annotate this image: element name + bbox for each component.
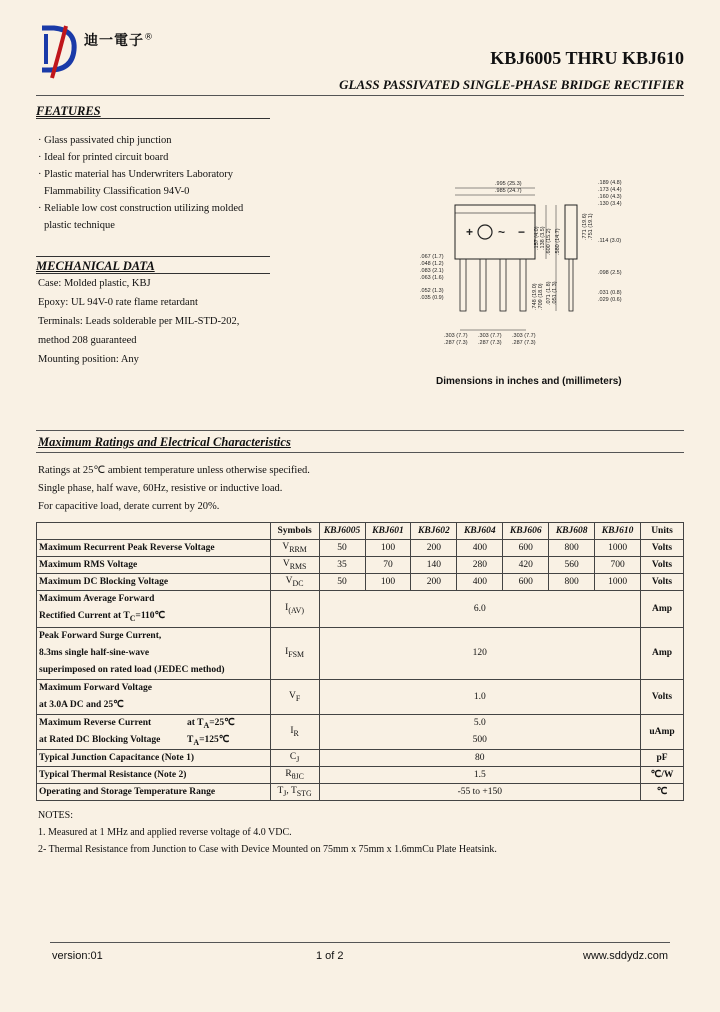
table-row: [37, 627, 684, 679]
table-cell: 600: [503, 540, 549, 557]
table-cell: Operating and Storage Temperature Range: [37, 783, 271, 800]
table-cell: Volts: [641, 557, 684, 574]
header-cell: KBJ604: [457, 523, 503, 540]
table-cell: 100: [365, 540, 411, 557]
mechanical-heading: MECHANICAL DATA: [36, 259, 155, 273]
mechanical-list: [38, 274, 278, 369]
table-cell: Maximum Reverse Current: [39, 717, 152, 728]
dim-label: .303 (7.7): [512, 333, 536, 339]
footer-page-number: 1 of 2: [316, 950, 344, 962]
header-cell: [37, 523, 271, 540]
table-cell: 1000: [595, 540, 641, 557]
ratings-table: [36, 522, 684, 801]
table-cell: Maximum RMS Voltage: [37, 557, 271, 574]
ratings-bottom-rule: [36, 452, 684, 453]
table-cell: 100: [365, 574, 411, 591]
table-cell: =25℃: [209, 717, 235, 728]
dim-label: .580 (14.7): [555, 228, 561, 255]
feature-item: · Plastic material has Underwriters Laboratory: [38, 169, 234, 180]
table-cell: 1.5: [319, 766, 640, 783]
svg-text:~: ~: [498, 225, 506, 239]
table-row: [37, 574, 684, 591]
table-cell: 80: [319, 749, 640, 766]
dim-label: .751 (19.1): [588, 213, 594, 240]
dim-label: .051 (1.3): [552, 281, 558, 305]
table-cell: Volts: [641, 679, 684, 714]
table-cell: C: [129, 613, 136, 623]
table-cell: 420: [503, 557, 549, 574]
table-cell: 50: [319, 540, 365, 557]
dim-label: .709 (18.0): [538, 283, 544, 310]
table-cell: V: [282, 542, 290, 553]
table-header-row: [37, 523, 684, 540]
rating-note: Ratings at 25℃ ambient temperature unless otherwise specified.: [38, 465, 310, 476]
table-cell: , T: [286, 785, 297, 796]
table-cell: T: [277, 785, 284, 796]
header-cell: Symbols: [270, 523, 319, 540]
table-cell: A: [203, 720, 210, 730]
notes-section: [38, 807, 497, 858]
table-cell: 800: [549, 574, 595, 591]
dim-label: .748 (19.0): [532, 283, 538, 310]
table-cell: Volts: [641, 540, 684, 557]
table-cell: Peak Forward Surge Current,: [39, 630, 162, 641]
table-cell: Maximum Recurrent Peak Reverse Voltage: [37, 540, 271, 557]
feature-item: · Ideal for printed circuit board: [38, 152, 169, 163]
ratings-notes: [38, 462, 310, 516]
feature-item: · Reliable low cost construction utilizing molded: [38, 203, 244, 214]
table-cell: =110℃: [135, 611, 166, 621]
dim-label: .160 (4.3): [598, 194, 622, 200]
features-heading: FEATURES: [36, 104, 101, 118]
table-cell: 200: [411, 574, 457, 591]
table-cell: 800: [549, 540, 595, 557]
diagram-caption: Dimensions in inches and (millimeters): [436, 376, 622, 387]
header-cell: KBJ606: [503, 523, 549, 540]
table-cell: 70: [365, 557, 411, 574]
dim-label: .303 (7.7): [478, 333, 502, 339]
table-cell: ℃/W: [641, 766, 684, 783]
feature-item: · Glass passivated chip junction: [38, 135, 172, 146]
mechanical-line: method 208 guaranteed: [38, 335, 137, 346]
mechanical-heading-box: [36, 256, 270, 274]
dim-label: .771 (19.6): [582, 213, 588, 240]
table-cell: F: [295, 693, 301, 703]
note-item: 1. Measured at 1 MHz and applied reverse voltage of 4.0 VDC.: [38, 827, 292, 838]
table-row: [37, 714, 684, 749]
table-cell: (AV): [288, 605, 305, 615]
table-row: [37, 540, 684, 557]
table-cell: STG: [296, 788, 312, 798]
rating-note: For capacitive load, derate current by 20%.: [38, 501, 220, 512]
table-cell: RMS: [289, 561, 307, 571]
table-cell: V: [285, 576, 293, 587]
table-cell: 5.0: [473, 717, 486, 728]
mechanical-line: Epoxy: UL 94V-0 rate flame retardant: [38, 297, 198, 308]
table-cell: I: [285, 647, 289, 658]
header-cell: KBJ610: [595, 523, 641, 540]
dim-label: .985 (24.7): [495, 188, 522, 194]
dim-label: .063 (1.6): [420, 275, 444, 281]
dim-label: .287 (7.3): [478, 340, 502, 346]
svg-text:−: −: [518, 225, 526, 239]
table-row: [37, 591, 684, 628]
header-cell: Units: [641, 523, 684, 540]
dim-label: .029 (0.6): [598, 297, 622, 303]
dim-label: .157 (4.0): [534, 226, 540, 250]
dim-label: .189 (4.8): [598, 180, 622, 186]
table-cell: 500: [472, 734, 487, 745]
dim-label: .138 (3.5): [540, 226, 546, 250]
dim-label: .035 (0.9): [420, 295, 444, 301]
table-cell: at T: [187, 717, 204, 728]
footer-divider: [50, 942, 670, 943]
footer-url[interactable]: www.sddydz.com: [583, 950, 668, 962]
table-row: [37, 783, 684, 800]
table-cell: 280: [457, 557, 503, 574]
table-cell: 6.0: [319, 591, 640, 628]
header-divider: [36, 95, 684, 96]
table-cell: θJC: [291, 771, 304, 781]
dim-label: .600 (15.2): [546, 228, 552, 255]
table-cell: J: [296, 754, 300, 764]
dim-label: .083 (2.1): [420, 268, 444, 274]
footer-version: version:01: [52, 950, 103, 962]
mechanical-line: Case: Molded plastic, KBJ: [38, 278, 151, 289]
table-cell: V: [288, 690, 296, 701]
table-cell: FSM: [288, 650, 305, 660]
features-list: [38, 132, 278, 234]
table-cell: =125℃: [199, 734, 230, 745]
dim-label: .067 (1.7): [420, 254, 444, 260]
table-cell: 140: [411, 557, 457, 574]
svg-text:+: +: [466, 225, 474, 239]
dim-label: .287 (7.3): [512, 340, 536, 346]
dim-label: .048 (1.2): [420, 261, 444, 267]
table-cell: 400: [457, 574, 503, 591]
table-cell: superimposed on rated load (JEDEC method): [39, 664, 225, 675]
company-logo-icon: [32, 20, 92, 82]
mechanical-line: Terminals: Leads solderable per MIL-STD-202,: [38, 316, 240, 327]
table-cell: DC: [292, 578, 304, 588]
table-cell: Maximum Average Forward: [39, 594, 155, 604]
table-cell: 1.0: [319, 679, 640, 714]
dim-label: .995 (25.3): [495, 181, 522, 187]
feature-item: Flammability Classification 94V-0: [44, 186, 190, 197]
dim-label: .287 (7.3): [444, 340, 468, 346]
table-cell: R: [285, 768, 292, 779]
table-cell: -55 to +150: [319, 783, 640, 800]
table-cell: Typical Thermal Resistance (Note 2): [37, 766, 271, 783]
header-cell: KBJ608: [549, 523, 595, 540]
table-cell: pF: [641, 749, 684, 766]
table-cell: 560: [549, 557, 595, 574]
ratings-top-rule: [36, 430, 684, 431]
table-cell: V: [282, 559, 290, 570]
table-cell: Typical Junction Capacitance (Note 1): [37, 749, 271, 766]
table-cell: T: [187, 734, 194, 745]
table-cell: 400: [457, 540, 503, 557]
table-cell: 迪一電子: [84, 33, 144, 49]
dim-label: .130 (3.4): [598, 201, 622, 207]
page-subtitle: GLASS PASSIVATED SINGLE-PHASE BRIDGE RECTIFIER: [339, 77, 684, 92]
table-row: [37, 766, 684, 783]
table-cell: Amp: [641, 627, 684, 679]
table-cell: 700: [595, 557, 641, 574]
dim-label: .052 (1.3): [420, 288, 444, 294]
feature-item: plastic technique: [44, 220, 115, 231]
table-cell: uAmp: [641, 714, 684, 749]
table-cell: I: [285, 603, 289, 613]
rating-note: Single phase, half wave, 60Hz, resistive or inductive load.: [38, 483, 283, 494]
table-cell: Maximum Forward Voltage: [39, 682, 152, 693]
table-cell: Volts: [641, 574, 684, 591]
header-cell: KBJ602: [411, 523, 457, 540]
table-cell: 8.3ms single half-sine-wave: [39, 647, 150, 658]
mechanical-line: Mounting position: Any: [38, 354, 139, 365]
header-cell: KBJ601: [365, 523, 411, 540]
dim-label: .173 (4.4): [598, 187, 622, 193]
brand-name: [84, 30, 154, 50]
package-dimension-diagram: [400, 170, 690, 360]
table-row: [37, 679, 684, 714]
table-cell: I: [290, 725, 294, 736]
dim-label: .098 (2.5): [598, 270, 622, 276]
notes-heading: NOTES:: [38, 810, 73, 821]
table-cell: 35: [319, 557, 365, 574]
table-cell: A: [193, 737, 200, 747]
table-cell: ℃: [641, 783, 684, 800]
page-title: KBJ6005 THRU KBJ610: [490, 48, 684, 68]
dim-label: .114 (3.0): [598, 238, 622, 244]
table-cell: Amp: [641, 591, 684, 628]
table-cell: Rectified Current at T: [39, 611, 130, 621]
table-cell: R: [293, 728, 299, 738]
table-cell: RRM: [289, 544, 307, 554]
note-item: 2- Thermal Resistance from Junction to Case with Device Mounted on 75mm x 75mm x 1.6mmCu Plate Heatsink.: [38, 844, 497, 855]
table-cell: Maximum DC Blocking Voltage: [37, 574, 271, 591]
table-cell: 1000: [595, 574, 641, 591]
header-cell: KBJ6005: [319, 523, 365, 540]
dim-label: .303 (7.7): [444, 333, 468, 339]
table-row: [37, 749, 684, 766]
table-cell: 120: [319, 627, 640, 679]
table-cell: J: [283, 788, 287, 798]
table-cell: 600: [503, 574, 549, 591]
table-row: [37, 557, 684, 574]
table-cell: C: [289, 751, 297, 762]
table-cell: 200: [411, 540, 457, 557]
table-cell: 50: [319, 574, 365, 591]
dim-label: .071 (1.8): [546, 281, 552, 305]
table-cell: ®: [144, 32, 154, 43]
table-cell: at Rated DC Blocking Voltage: [39, 734, 161, 745]
dim-label: .031 (0.8): [598, 290, 622, 296]
ratings-heading: Maximum Ratings and Electrical Characteristics: [38, 435, 291, 449]
table-cell: at 3.0A DC and 25℃: [39, 699, 124, 710]
features-heading-box: [36, 102, 270, 119]
